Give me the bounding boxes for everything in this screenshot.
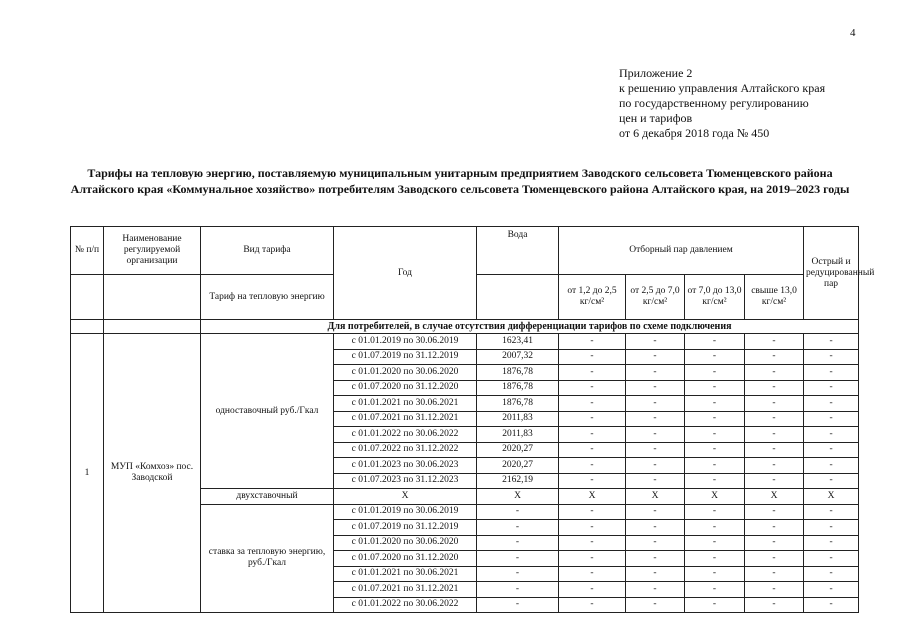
dash-cell: - bbox=[745, 520, 804, 536]
period-cell: с 01.07.2020 по 31.12.2020 bbox=[334, 380, 477, 396]
water-value: 1876,78 bbox=[477, 396, 559, 412]
dash-cell: - bbox=[745, 334, 804, 350]
water-value: 2011,83 bbox=[477, 411, 559, 427]
dash-cell: - bbox=[559, 566, 626, 582]
dash-cell: - bbox=[685, 504, 745, 520]
dash-cell: - bbox=[745, 427, 804, 443]
dash-cell: - bbox=[559, 365, 626, 381]
water-value: 1623,41 bbox=[477, 334, 559, 350]
water-value: 2020,27 bbox=[477, 442, 559, 458]
header-heat-energy: Тариф на тепловую энергию bbox=[201, 275, 334, 320]
period-cell: с 01.01.2022 по 30.06.2022 bbox=[334, 597, 477, 613]
page-number: 4 bbox=[850, 27, 856, 39]
dash-cell: - bbox=[745, 535, 804, 551]
x-cell: X bbox=[626, 489, 685, 505]
tariff-group-label: ставка за тепловую энергию, руб./Гкал bbox=[201, 504, 334, 613]
dash-cell: - bbox=[559, 473, 626, 489]
dash-cell: - bbox=[804, 365, 859, 381]
dash-cell: - bbox=[745, 582, 804, 598]
header-sharp-steam: Острый и редуцированный пар bbox=[804, 227, 859, 320]
dash-cell: - bbox=[685, 520, 745, 536]
header-water-empty bbox=[477, 275, 559, 320]
dash-cell: - bbox=[559, 458, 626, 474]
dash-cell: - bbox=[745, 458, 804, 474]
dash-cell: - bbox=[626, 411, 685, 427]
dash-cell: - bbox=[745, 365, 804, 381]
dash-cell: - bbox=[559, 427, 626, 443]
header-p3: от 7,0 до 13,0 кг/см² bbox=[685, 275, 745, 320]
dash-cell: - bbox=[626, 349, 685, 365]
dash-cell: - bbox=[559, 520, 626, 536]
dash-cell: - bbox=[626, 365, 685, 381]
x-cell: X bbox=[477, 489, 559, 505]
dash-cell: - bbox=[804, 597, 859, 613]
dash-cell: - bbox=[626, 442, 685, 458]
period-cell: с 01.01.2021 по 30.06.2021 bbox=[334, 396, 477, 412]
dash-cell: - bbox=[626, 427, 685, 443]
header-org: Наименование регулируемой организации bbox=[104, 227, 201, 275]
org-name: МУП «Комхоз» пос. Заводской bbox=[104, 334, 201, 613]
period-cell: с 01.07.2019 по 31.12.2019 bbox=[334, 349, 477, 365]
appendix-line: по государственному регулированию bbox=[619, 96, 809, 110]
dash-cell: - bbox=[804, 427, 859, 443]
dash-cell: - bbox=[685, 442, 745, 458]
water-value: - bbox=[477, 582, 559, 598]
appendix-line: цен и тарифов bbox=[619, 111, 693, 125]
period-cell: с 01.07.2020 по 31.12.2020 bbox=[334, 551, 477, 567]
dash-cell: - bbox=[559, 551, 626, 567]
dash-cell: - bbox=[626, 504, 685, 520]
dash-cell: - bbox=[804, 396, 859, 412]
appendix-line: Приложение 2 bbox=[619, 66, 693, 80]
dash-cell: - bbox=[804, 566, 859, 582]
header-tariff-type: Вид тарифа bbox=[201, 227, 334, 275]
dash-cell: - bbox=[804, 473, 859, 489]
period-cell: с 01.07.2021 по 31.12.2021 bbox=[334, 582, 477, 598]
dash-cell: - bbox=[685, 427, 745, 443]
dash-cell: - bbox=[626, 551, 685, 567]
x-cell: X bbox=[745, 489, 804, 505]
header-p1: от 1,2 до 2,5 кг/см² bbox=[559, 275, 626, 320]
header-num-empty bbox=[71, 275, 104, 320]
dash-cell: - bbox=[804, 411, 859, 427]
water-value: - bbox=[477, 520, 559, 536]
water-value: 2011,83 bbox=[477, 427, 559, 443]
dash-cell: - bbox=[685, 349, 745, 365]
water-value: 2162,19 bbox=[477, 473, 559, 489]
period-cell: с 01.01.2023 по 30.06.2023 bbox=[334, 458, 477, 474]
water-value: - bbox=[477, 566, 559, 582]
x-cell: X bbox=[804, 489, 859, 505]
appendix-block bbox=[619, 66, 825, 141]
water-value: - bbox=[477, 535, 559, 551]
dash-cell: - bbox=[685, 411, 745, 427]
dash-cell: - bbox=[685, 458, 745, 474]
dash-cell: - bbox=[745, 551, 804, 567]
header-steam: Отборный пар давлением bbox=[559, 227, 804, 275]
period-cell: с 01.07.2021 по 31.12.2021 bbox=[334, 411, 477, 427]
dash-cell: - bbox=[685, 582, 745, 598]
dash-cell: - bbox=[685, 334, 745, 350]
dash-cell: - bbox=[745, 380, 804, 396]
dash-cell: - bbox=[685, 551, 745, 567]
band-row bbox=[71, 320, 859, 334]
dash-cell: - bbox=[745, 442, 804, 458]
dash-cell: - bbox=[559, 535, 626, 551]
header-water: Вода bbox=[477, 227, 559, 275]
dash-cell: - bbox=[559, 380, 626, 396]
dash-cell: - bbox=[559, 442, 626, 458]
band-label: Для потребителей, в случае отсутствия дифференциации тарифов по схеме подключения bbox=[201, 320, 859, 334]
dash-cell: - bbox=[804, 504, 859, 520]
period-cell: с 01.01.2020 по 30.06.2020 bbox=[334, 535, 477, 551]
dash-cell: - bbox=[626, 566, 685, 582]
dash-cell: - bbox=[626, 597, 685, 613]
water-value: - bbox=[477, 551, 559, 567]
dash-cell: - bbox=[745, 396, 804, 412]
dash-cell: - bbox=[626, 535, 685, 551]
dash-cell: - bbox=[745, 504, 804, 520]
dash-cell: - bbox=[626, 582, 685, 598]
tariff-group-label: одноставочный руб./Гкал bbox=[201, 334, 334, 489]
x-cell: X bbox=[559, 489, 626, 505]
period-cell: с 01.01.2022 по 30.06.2022 bbox=[334, 427, 477, 443]
x-cell: X bbox=[334, 489, 477, 505]
water-value: 1876,78 bbox=[477, 380, 559, 396]
dash-cell: - bbox=[559, 334, 626, 350]
period-cell: с 01.01.2021 по 30.06.2021 bbox=[334, 566, 477, 582]
dash-cell: - bbox=[804, 582, 859, 598]
header-num: № п/п bbox=[71, 227, 104, 275]
dash-cell: - bbox=[626, 520, 685, 536]
dash-cell: - bbox=[745, 349, 804, 365]
document-title: Тарифы на тепловую энергию, поставляемую муниципальным унитарным предприятием Заводского сельсовета Тюменцевского района Алтайского края «Коммунальное хозяйство» потребителям Заводского сельсовета Тюменцевского района Алтайского края, на 2019–2023 годы bbox=[70, 166, 850, 196]
water-value: - bbox=[477, 597, 559, 613]
period-cell: с 01.07.2022 по 31.12.2022 bbox=[334, 442, 477, 458]
dash-cell: - bbox=[685, 380, 745, 396]
period-cell: с 01.01.2020 по 30.06.2020 bbox=[334, 365, 477, 381]
dash-cell: - bbox=[559, 504, 626, 520]
dash-cell: - bbox=[745, 473, 804, 489]
dash-cell: - bbox=[745, 411, 804, 427]
dash-cell: - bbox=[804, 535, 859, 551]
dash-cell: - bbox=[804, 458, 859, 474]
dash-cell: - bbox=[804, 334, 859, 350]
period-cell: с 01.01.2019 по 30.06.2019 bbox=[334, 334, 477, 350]
dash-cell: - bbox=[685, 365, 745, 381]
dash-cell: - bbox=[559, 396, 626, 412]
dash-cell: - bbox=[685, 535, 745, 551]
dash-cell: - bbox=[745, 566, 804, 582]
band-num-empty bbox=[71, 320, 104, 334]
dash-cell: - bbox=[685, 473, 745, 489]
period-cell: с 01.01.2019 по 30.06.2019 bbox=[334, 504, 477, 520]
band-org-empty bbox=[104, 320, 201, 334]
water-value: - bbox=[477, 504, 559, 520]
header-p2: от 2,5 до 7,0 кг/см² bbox=[626, 275, 685, 320]
dash-cell: - bbox=[626, 334, 685, 350]
dash-cell: - bbox=[685, 566, 745, 582]
dash-cell: - bbox=[804, 380, 859, 396]
dash-cell: - bbox=[626, 396, 685, 412]
header-org-empty bbox=[104, 275, 201, 320]
header-year: Год bbox=[334, 227, 477, 320]
tariff-group-label: двухставочный bbox=[201, 489, 334, 505]
dash-cell: - bbox=[559, 411, 626, 427]
dash-cell: - bbox=[626, 458, 685, 474]
dash-cell: - bbox=[804, 349, 859, 365]
dash-cell: - bbox=[559, 597, 626, 613]
header-p4: свыше 13,0 кг/см² bbox=[745, 275, 804, 320]
dash-cell: - bbox=[685, 396, 745, 412]
water-value: 2020,27 bbox=[477, 458, 559, 474]
appendix-line: к решению управления Алтайского края bbox=[619, 81, 826, 95]
dash-cell: - bbox=[559, 349, 626, 365]
dash-cell: - bbox=[626, 473, 685, 489]
period-cell: с 01.07.2019 по 31.12.2019 bbox=[334, 520, 477, 536]
period-cell: с 01.07.2023 по 31.12.2023 bbox=[334, 473, 477, 489]
dash-cell: - bbox=[745, 597, 804, 613]
tariff-table bbox=[70, 226, 875, 613]
dash-cell: - bbox=[626, 380, 685, 396]
dash-cell: - bbox=[685, 597, 745, 613]
water-value: 2007,32 bbox=[477, 349, 559, 365]
row-number: 1 bbox=[71, 334, 104, 613]
table-row bbox=[71, 334, 859, 350]
dash-cell: - bbox=[804, 520, 859, 536]
x-cell: X bbox=[685, 489, 745, 505]
water-value: 1876,78 bbox=[477, 365, 559, 381]
dash-cell: - bbox=[559, 582, 626, 598]
appendix-line: от 6 декабря 2018 года № 450 bbox=[619, 126, 770, 140]
dash-cell: - bbox=[804, 551, 859, 567]
dash-cell: - bbox=[804, 442, 859, 458]
